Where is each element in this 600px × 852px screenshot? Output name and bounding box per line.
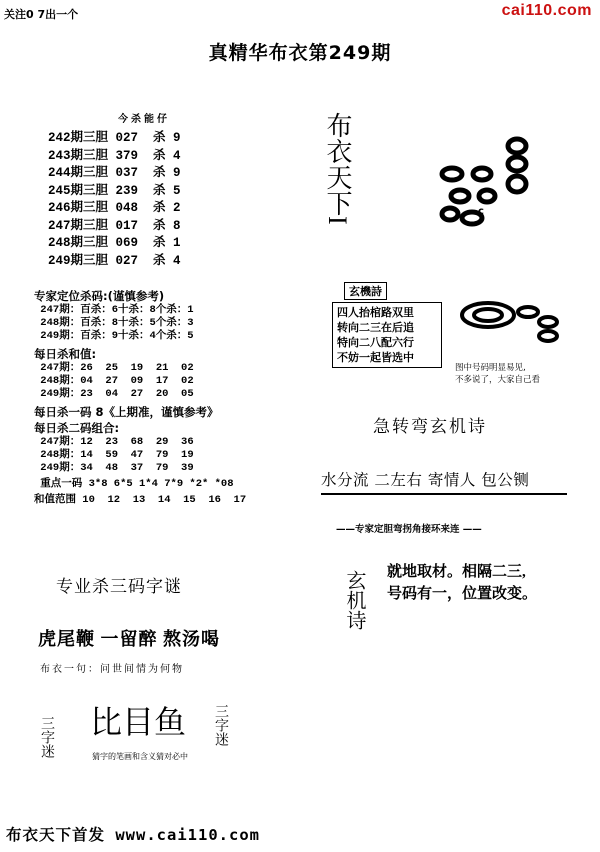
puzzle-image-2	[458, 290, 568, 350]
stats-section	[34, 288, 246, 507]
buyi-vertical-title: 布衣天下I	[323, 112, 352, 225]
note-line: 不多说了，大家自己看	[455, 375, 541, 385]
note-line: 图中号码明显易见,	[455, 363, 526, 373]
poem-line: 不妨一起皆选中	[337, 351, 414, 364]
poem-line: 转向二三在后追	[337, 321, 414, 334]
dan-row: 245期三胆 239 杀 5	[48, 183, 181, 198]
jiudi-poem	[387, 561, 537, 605]
bimu-word: 比目鱼	[90, 704, 187, 740]
riddle-comment: 猜字的笔画和含义猜对必中	[92, 752, 188, 761]
dan-list	[48, 130, 181, 270]
expert-kill-heading: 专家定位杀码:(谨慎参考)	[34, 289, 165, 303]
xuanji-vertical: 玄机诗	[343, 570, 365, 630]
expert-row: 248期：百杀：8十杀：5个杀：3	[34, 317, 194, 329]
sum-row: 248期：04 27 09 17 02	[34, 375, 194, 387]
combo-row: 247期：12 23 68 29 36	[34, 436, 194, 448]
dan-row: 246期三胆 048 杀 2	[48, 201, 181, 215]
buyi-sentence: 布衣一句：问世间情为何物	[40, 664, 184, 675]
sum-range-line: 和值范围 10 12 13 14 15 16 17	[34, 494, 247, 506]
daily-sum-heading: 每日杀和值:	[34, 347, 97, 361]
shui-line: 水分流 二左右 寄情人 包公铡	[321, 468, 567, 495]
expert-row: 249期：百杀：9十杀：4个杀：5	[34, 330, 194, 342]
dan-row: 244期三胆 037 杀 9	[48, 166, 181, 180]
left-small-title: 今杀能仔	[118, 114, 170, 125]
expert-row: 247期：百杀：6十杀：8个杀：1	[34, 304, 194, 316]
sum-row: 249期：23 04 27 20 05	[34, 388, 194, 400]
key-code-line: 重点一码 3*8 6*5 1*4 7*9 *2* *08	[34, 478, 234, 490]
two-combo-heading: 每日杀二码组合:	[34, 421, 120, 435]
poem-title: 玄機詩	[344, 282, 387, 300]
sanzi-right: 三字迷	[213, 704, 228, 746]
poem-line: 特向二八配六行	[337, 336, 414, 349]
combo-row: 249期：34 48 37 79 39	[34, 462, 194, 474]
dan-row: 249期三胆 027 杀 4	[48, 253, 181, 268]
puzzle-image-1	[432, 134, 542, 234]
riddle-title: 专业杀三码字谜	[56, 577, 182, 597]
sum-row: 247期：26 25 19 21 02	[34, 362, 194, 374]
jiudi-line: 就地取材。相隔二三,	[387, 564, 526, 580]
poem-lines	[332, 302, 442, 368]
ji-title: 急转弯玄机诗	[373, 417, 487, 437]
combo-row: 248期：14 59 47 79 19	[34, 449, 194, 461]
sanzi-left: 三字迷	[39, 716, 54, 758]
one-code-heading: 每日杀一码 8《上期准，谨慎参考》	[34, 405, 219, 419]
expert-line: ——专家定胆弯拐角接环来连 ——	[336, 524, 482, 535]
svg-text:c: c	[478, 206, 484, 217]
poem-line: 四人抬棺路双里	[337, 306, 414, 319]
image-note	[455, 362, 540, 386]
site-logo[interactable]: cai110.com	[501, 2, 592, 19]
dan-row: 247期三胆 017 杀 8	[48, 218, 181, 233]
header-note: 关注0 7出一个	[4, 8, 79, 21]
poem-box	[332, 280, 442, 368]
jiudi-line: 号码有一，位置改变。	[387, 586, 538, 602]
page-title: 真精华布衣第249期	[208, 42, 392, 64]
dan-row: 243期三胆 379 杀 4	[48, 148, 181, 163]
riddle-line: 虎尾鞭 一留醉 熬汤喝	[38, 629, 220, 649]
dan-row: 248期三胆 069 杀 1	[48, 236, 181, 250]
dan-row: 242期三胆 027 杀 9	[48, 131, 181, 145]
footer-text: 布衣天下首发 www.cai110.com	[6, 826, 260, 844]
